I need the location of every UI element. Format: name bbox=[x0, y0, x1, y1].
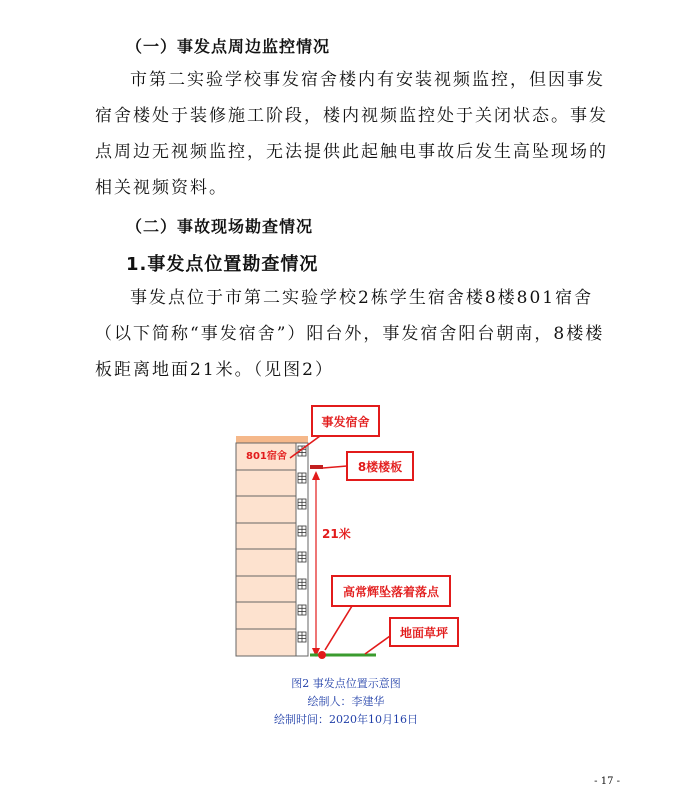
ground-callout-label: 地面草坪 bbox=[399, 626, 449, 640]
section-paragraph-location bbox=[95, 280, 615, 388]
floor-callout-label: 8楼楼板 bbox=[357, 460, 403, 474]
figure-date: 绘制时间：2020年10月16日 bbox=[274, 713, 418, 726]
building bbox=[236, 443, 308, 656]
landing-callout-label: 高常辉坠落着落点 bbox=[342, 585, 440, 599]
ground-callout-arrow bbox=[365, 636, 390, 654]
section-heading-investigation: （二）事故现场勘查情况 bbox=[126, 217, 314, 236]
landing-callout-arrow bbox=[325, 606, 352, 650]
paragraph-text: 事发点位于市第二实验学校2栋学生宿舍楼8楼801宿舍（以下简称“事发宿舍”）阳台外，事发宿舍阳台朝南，8楼楼板距离地面21米。（见图2） bbox=[95, 288, 605, 380]
section-heading-monitoring: （一）事发点周边监控情况 bbox=[126, 37, 331, 56]
figure-caption: 图2 事发点位置示意图 bbox=[291, 677, 401, 690]
subsection-heading-location: 1.事发点位置勘查情况 bbox=[126, 254, 319, 275]
landing-point bbox=[318, 651, 326, 659]
floor-callout-arrow bbox=[323, 466, 347, 468]
location-diagram bbox=[0, 398, 692, 678]
dorm-callout-label: 事发宿舍 bbox=[321, 415, 370, 429]
height-arrow-top bbox=[312, 471, 320, 480]
height-label: 21米 bbox=[322, 527, 351, 541]
room-label: 801宿舍 bbox=[246, 451, 287, 462]
paragraph-text: 市第二实验学校事发宿舍楼内有安装视频监控，但因事发宿舍楼处于装修施工阶段，楼内视频监控处于关闭状态。事发点周边无视频监控，无法提供此起触电事故后发生高坠现场的相关视频资料。 bbox=[95, 70, 608, 198]
figure-drawer: 绘制人：李建华 bbox=[307, 695, 385, 708]
section-paragraph-monitoring bbox=[95, 62, 615, 206]
page-number: - 17 - bbox=[594, 776, 620, 787]
floor-slab-marker bbox=[310, 465, 323, 469]
building-roof bbox=[236, 436, 308, 443]
